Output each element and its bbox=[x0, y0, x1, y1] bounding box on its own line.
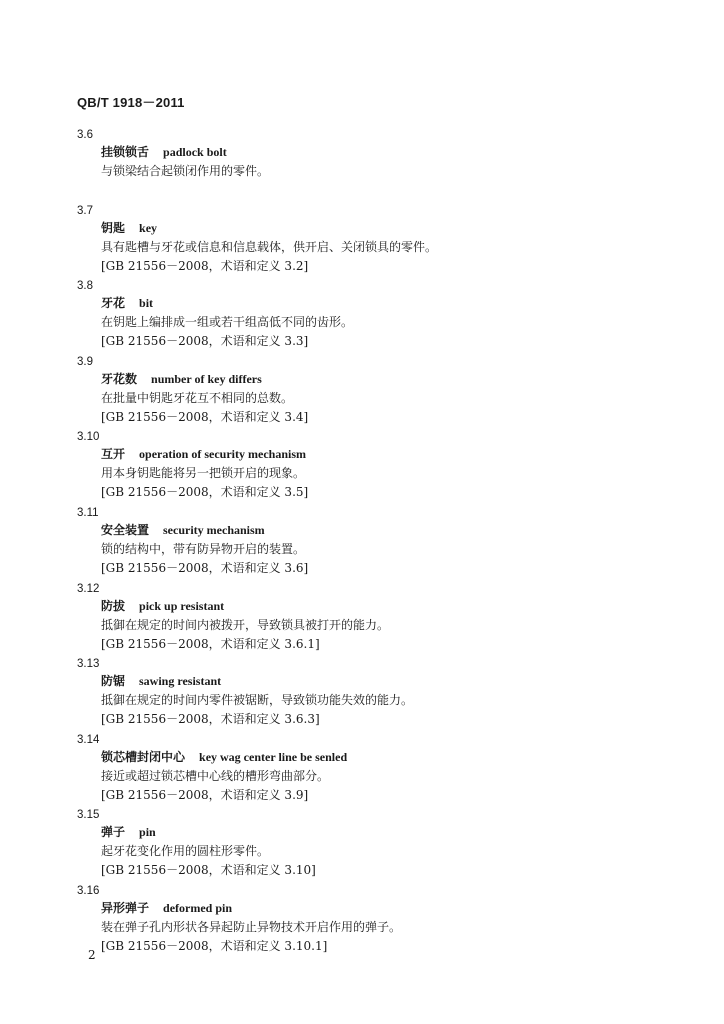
term-number: 3.7 bbox=[77, 204, 93, 217]
term-number: 3.10 bbox=[77, 431, 100, 444]
term-definition: 锁的结构中，带有防异物开启的装置。 bbox=[101, 541, 306, 556]
term-chinese-name: 防拔 bbox=[101, 598, 126, 613]
term-reference: [GB 21556－2008，术语和定义 3.6.3] bbox=[101, 712, 320, 727]
term-definition: 抵御在规定的时间内零件被锯断，导致锁功能失效的能力。 bbox=[101, 693, 414, 708]
term-chinese-name: 挂锁锁舌 bbox=[101, 145, 150, 159]
term-title bbox=[101, 143, 677, 162]
term-reference: [GB 21556－2008，术语和定义 3.2] bbox=[101, 258, 309, 273]
term-number: 3.16 bbox=[77, 884, 100, 897]
term-chinese-name: 牙花数 bbox=[101, 371, 138, 386]
term-number: 3.13 bbox=[77, 658, 100, 671]
term-entry bbox=[77, 127, 677, 203]
term-number: 3.12 bbox=[77, 582, 100, 595]
term-english-name: bit bbox=[139, 296, 154, 311]
term-reference: [GB 21556－2008，术语和定义 3.6.1] bbox=[101, 636, 320, 651]
term-reference: [GB 21556－2008，术语和定义 3.3] bbox=[101, 334, 309, 349]
term-english-name: deformed pin bbox=[163, 900, 233, 915]
term-entry bbox=[77, 203, 677, 279]
term-english-name: number of key differs bbox=[151, 371, 262, 386]
term-english-name: key wag center line be senled bbox=[199, 749, 348, 764]
term-english-name: padlock bolt bbox=[163, 145, 227, 159]
term-title bbox=[101, 370, 677, 389]
term-definition: 在钥匙上编排成一组或若干组高低不同的齿形。 bbox=[101, 315, 354, 330]
term-entry bbox=[77, 807, 677, 883]
term-body bbox=[101, 748, 677, 805]
term-definition: 接近或超过锁芯槽中心线的槽形弯曲部分。 bbox=[101, 768, 330, 783]
term-body bbox=[101, 445, 677, 502]
term-body bbox=[101, 899, 677, 956]
term-number: 3.14 bbox=[77, 733, 100, 746]
term-definition: 在批量中钥匙牙花互不相同的总数。 bbox=[101, 390, 294, 405]
term-body bbox=[101, 143, 677, 181]
term-english-name: security mechanism bbox=[163, 522, 265, 537]
term-entry bbox=[77, 732, 677, 808]
term-definition: 抵御在规定的时间内被拨开，导致锁具被打开的能力。 bbox=[101, 617, 390, 632]
term-entry bbox=[77, 354, 677, 430]
term-title bbox=[101, 219, 677, 238]
standard-code: QB/T 1918－2011 bbox=[77, 95, 185, 110]
term-reference: [GB 21556－2008，术语和定义 3.4] bbox=[101, 409, 309, 424]
term-body bbox=[101, 672, 677, 729]
term-chinese-name: 防锯 bbox=[101, 674, 126, 689]
term-body bbox=[101, 294, 677, 351]
term-entry bbox=[77, 656, 677, 732]
term-title bbox=[101, 672, 677, 691]
term-definition: 装在弹子孔内形状各异起防止异物技术开启作用的弹子。 bbox=[101, 919, 402, 934]
term-definition: 具有匙槽与牙花或信息和信息载体，供开启、关闭锁具的零件。 bbox=[101, 239, 438, 254]
term-body bbox=[101, 823, 677, 880]
term-body bbox=[101, 521, 677, 578]
term-reference: [GB 21556－2008，术语和定义 3.5] bbox=[101, 485, 309, 500]
term-english-name: key bbox=[139, 220, 158, 235]
term-english-name: operation of security mechanism bbox=[139, 447, 306, 462]
term-chinese-name: 钥匙 bbox=[101, 220, 126, 235]
term-title bbox=[101, 597, 677, 616]
term-chinese-name: 安全装置 bbox=[101, 522, 150, 537]
term-english-name: pin bbox=[139, 825, 156, 840]
term-title bbox=[101, 294, 677, 313]
term-reference: [GB 21556－2008，术语和定义 3.10.1] bbox=[101, 938, 328, 953]
term-title bbox=[101, 445, 677, 464]
term-entry bbox=[77, 505, 677, 581]
term-english-name: pick up resistant bbox=[139, 598, 225, 613]
term-number: 3.8 bbox=[77, 280, 93, 293]
term-number: 3.9 bbox=[77, 355, 93, 368]
page-number: 2 bbox=[88, 948, 96, 962]
term-reference: [GB 21556－2008，术语和定义 3.9] bbox=[101, 787, 309, 802]
term-chinese-name: 牙花 bbox=[101, 296, 126, 311]
term-number: 3.11 bbox=[77, 506, 99, 519]
term-body bbox=[101, 370, 677, 427]
term-title bbox=[101, 748, 677, 767]
term-chinese-name: 弹子 bbox=[101, 825, 126, 840]
term-chinese-name: 异形弹子 bbox=[101, 900, 150, 915]
term-entry bbox=[77, 429, 677, 505]
term-chinese-name: 锁芯槽封闭中心 bbox=[101, 749, 186, 764]
term-number: 3.15 bbox=[77, 809, 100, 822]
term-definition: 起牙花变化作用的圆柱形零件。 bbox=[101, 844, 270, 859]
term-reference: [GB 21556－2008，术语和定义 3.10] bbox=[101, 863, 316, 878]
term-definition: 与锁梁结合起锁闭作用的零件。 bbox=[101, 164, 270, 178]
term-definition: 用本身钥匙能将另一把锁开启的现象。 bbox=[101, 466, 306, 481]
term-chinese-name: 互开 bbox=[101, 447, 126, 462]
term-reference: [GB 21556－2008，术语和定义 3.6] bbox=[101, 560, 309, 575]
term-entry bbox=[77, 883, 677, 959]
term-entry bbox=[77, 581, 677, 657]
terms-list bbox=[77, 127, 677, 959]
term-number: 3.6 bbox=[77, 129, 93, 141]
term-title bbox=[101, 899, 677, 918]
term-entry bbox=[77, 278, 677, 354]
term-body bbox=[101, 219, 677, 276]
term-body bbox=[101, 597, 677, 654]
term-english-name: sawing resistant bbox=[139, 674, 222, 689]
term-title bbox=[101, 823, 677, 842]
term-title bbox=[101, 521, 677, 540]
